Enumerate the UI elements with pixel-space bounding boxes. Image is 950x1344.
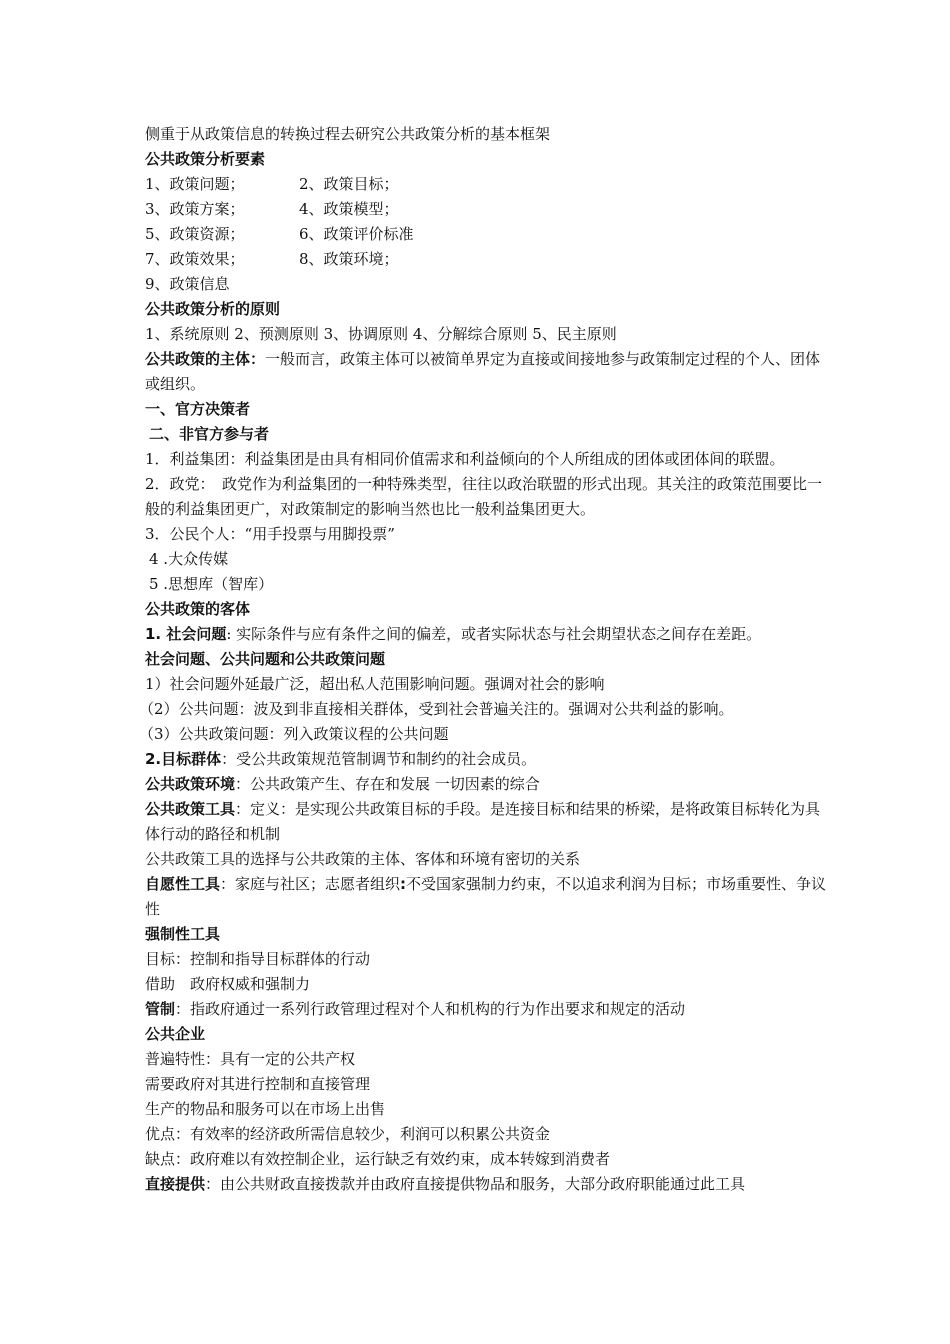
problem-type-item: （2）公共问题：波及到非直接相关群体，受到社会普遍关注的。强调对公共利益的影响。 <box>139 700 734 718</box>
element-item: 9、政策信息 <box>145 275 230 293</box>
element-row <box>145 222 835 247</box>
social-problem-text: : 实际条件与应有条件之间的偏差，或者实际状态与社会期望状态之间存在差距。 <box>226 625 762 643</box>
policy-environment-label: 公共政策环境 <box>145 775 236 793</box>
citizens-line: 3．公民个人：“用手投票与用脚投票” <box>145 525 395 543</box>
voluntary-tools-colon: : <box>400 875 407 893</box>
policy-environment-line <box>145 772 835 797</box>
document-body <box>139 122 835 1197</box>
social-problem-line <box>145 622 835 647</box>
problem-type-item: （3）公共政策问题：列入政策议程的公共问题 <box>139 725 449 743</box>
principles-list: 1、系统原则 2、预测原则 3、协调原则 4、分解综合原则 5、民主原则 <box>145 325 617 343</box>
enterprise-item: 需要政府对其进行控制和直接管理 <box>145 1075 371 1093</box>
policy-subject-label: 公共政策的主体： <box>145 350 266 368</box>
interest-groups-paragraph: 1．利益集团：利益集团是由具有相同价值需求和利益倾向的个人所组成的团体或团体间的联盟。 <box>145 450 785 468</box>
heading-public-enterprise: 公共企业 <box>145 1025 206 1043</box>
voluntary-tools-text-2: 不受国家强制力约束，不以追求利润为目标；市场重要性、争议性 <box>145 875 827 918</box>
voluntary-tools-label: 自愿性工具 <box>145 875 221 893</box>
enterprise-item: 普遍特性：具有一定的公共产权 <box>145 1050 356 1068</box>
voluntary-tools-paragraph <box>145 872 835 922</box>
direct-provision-label: 直接提供 <box>145 1175 206 1193</box>
heading-principles: 公共政策分析的原则 <box>145 300 281 318</box>
social-problem-label: 1. 社会问题 <box>145 625 227 643</box>
element-row <box>145 172 835 197</box>
compulsory-means: 借助 政府权威和强制力 <box>145 975 311 993</box>
element-item: 1、政策问题； <box>145 175 245 193</box>
element-row <box>145 272 835 297</box>
regulation-text: ：指政府通过一系列行政管理过程对个人和机构的行为作出要求和规定的活动 <box>175 1000 686 1018</box>
enterprise-item: 优点：有效率的经济政所需信息较少，利润可以积累公共资金 <box>145 1125 551 1143</box>
element-item: 7、政策效果； <box>145 250 245 268</box>
problem-type-item: 1）社会问题外延最广泛，超出私人范围影响问题。强调对社会的影响 <box>145 675 605 693</box>
heading-policy-object: 公共政策的客体 <box>145 600 251 618</box>
regulation-line <box>145 997 835 1022</box>
policy-tools-text: ：定义：是实现公共政策目标的手段。是连接目标和结果的桥梁，是将政策目标转化为具体行动的路径和机制 <box>145 800 821 843</box>
target-group-text: ：受公共政策规范管制调节和制约的社会成员。 <box>221 750 537 768</box>
element-row <box>145 247 835 272</box>
policy-tools-label: 公共政策工具 <box>145 800 236 818</box>
political-party-paragraph: 2．政党： 政党作为利益集团的一种特殊类型，往往以政治联盟的形式出现。其关注的政策范围要比一般的利益集团更广，对政策制定的影响当然也比一般利益集团更大。 <box>145 475 823 518</box>
direct-provision-line <box>145 1172 835 1197</box>
policy-tools-relation: 公共政策工具的选择与公共政策的主体、客体和环境有密切的关系 <box>145 850 581 868</box>
heading-unofficial-participants: 二、非官方参与者 <box>149 425 270 443</box>
direct-provision-text: ：由公共财政直接拨款并由政府直接提供物品和服务，大部分政府职能通过此工具 <box>205 1175 746 1193</box>
policy-subject-text: 一般而言，政策主体可以被简单界定为直接或间接地参与政策制定过程的个人、团体或组织。 <box>145 350 821 393</box>
heading-official-decision-makers: 一、官方决策者 <box>145 400 251 418</box>
enterprise-item: 生产的物品和服务可以在市场上出售 <box>145 1100 386 1118</box>
element-item: 2、政策目标； <box>299 175 399 193</box>
policy-subject-paragraph <box>145 347 835 397</box>
compulsory-goal: 目标：控制和指导目标群体的行动 <box>145 950 371 968</box>
mass-media-line: 4 .大众传媒 <box>149 550 229 568</box>
voluntary-tools-text: ：家庭与社区；志愿者组织 <box>220 875 401 893</box>
target-group-label: 2.目标群体 <box>145 750 222 768</box>
target-group-line <box>145 747 835 772</box>
heading-compulsory-tools: 强制性工具 <box>145 925 221 943</box>
element-item: 4、政策模型； <box>299 200 399 218</box>
enterprise-item: 缺点：政府难以有效控制企业，运行缺乏有效约束，成本转嫁到消费者 <box>145 1150 611 1168</box>
element-item: 6、政策评价标准 <box>299 225 414 243</box>
heading-analysis-elements: 公共政策分析要素 <box>145 150 266 168</box>
element-row <box>145 197 835 222</box>
heading-problem-types: 社会问题、公共问题和公共政策问题 <box>145 650 386 668</box>
intro-line: 侧重于从政策信息的转换过程去研究公共政策分析的基本框架 <box>145 125 551 143</box>
policy-environment-text: ：公共政策产生、存在和发展 一切因素的综合 <box>235 775 540 793</box>
element-item: 3、政策方案； <box>145 200 245 218</box>
element-item: 8、政策环境； <box>299 250 399 268</box>
policy-tools-paragraph <box>145 797 835 847</box>
regulation-label: 管制 <box>145 1000 176 1018</box>
think-tank-line: 5 .思想库（智库） <box>149 575 274 593</box>
element-item: 5、政策资源； <box>145 225 245 243</box>
